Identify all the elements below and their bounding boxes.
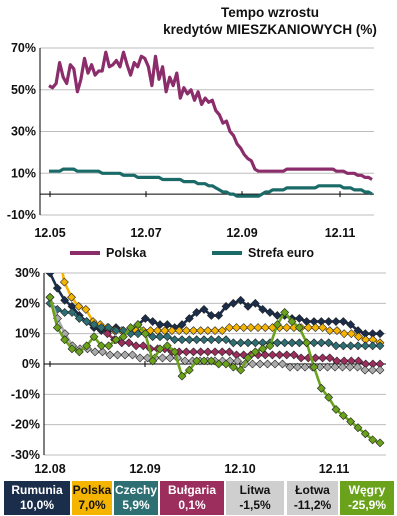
series-marker bbox=[376, 366, 384, 374]
series-marker bbox=[200, 336, 208, 344]
series-marker bbox=[369, 366, 377, 374]
series-marker bbox=[339, 318, 347, 326]
y-tick-label: 0% bbox=[21, 357, 40, 371]
series-group bbox=[46, 178, 384, 447]
series-marker bbox=[339, 342, 347, 350]
series-marker bbox=[244, 339, 252, 347]
series-marker bbox=[288, 339, 296, 347]
series-marker bbox=[215, 336, 223, 344]
series-marker bbox=[264, 360, 272, 368]
series-marker bbox=[125, 339, 133, 347]
value-box bbox=[72, 481, 112, 515]
value-box-value: -11,2% bbox=[293, 498, 332, 512]
series-marker bbox=[185, 336, 193, 344]
series-marker bbox=[237, 339, 245, 347]
series-marker bbox=[61, 308, 69, 316]
series-marker bbox=[295, 315, 303, 323]
value-box-country: Czechy bbox=[114, 483, 158, 497]
series-marker bbox=[317, 318, 325, 326]
value-box-country: Bułgaria bbox=[167, 483, 216, 497]
x-tick-label: 12.09 bbox=[129, 462, 161, 476]
legend-label: Polska bbox=[106, 246, 147, 260]
series-marker bbox=[114, 351, 122, 359]
series-marker bbox=[303, 318, 311, 326]
series-marker bbox=[249, 360, 257, 368]
x-tick-label: 12.11 bbox=[324, 226, 356, 240]
value-box-country: Węgry bbox=[348, 483, 386, 497]
value-box-country: Rumunia bbox=[11, 483, 63, 497]
value-box-value: -25,9% bbox=[347, 498, 387, 512]
x-tick-label: 12.11 bbox=[318, 462, 350, 476]
series-marker bbox=[251, 339, 259, 347]
series-marker bbox=[325, 318, 333, 326]
series-marker bbox=[295, 339, 303, 347]
series-marker bbox=[310, 339, 318, 347]
series-marker bbox=[106, 351, 114, 359]
value-box-value: 5,9% bbox=[122, 498, 150, 512]
value-box-country: Polska bbox=[72, 483, 112, 497]
y-tick-label: 20% bbox=[14, 296, 40, 311]
series-line bbox=[50, 182, 380, 343]
series-marker bbox=[317, 339, 325, 347]
y-tick-label: 30% bbox=[14, 266, 40, 280]
value-box-value: 10,0% bbox=[19, 498, 55, 512]
value-box bbox=[160, 481, 224, 515]
y-tick-label: 50% bbox=[10, 82, 36, 97]
value-box bbox=[114, 481, 158, 515]
x-tick-label: 12.05 bbox=[34, 226, 66, 240]
series-marker bbox=[46, 269, 54, 277]
value-box bbox=[4, 481, 70, 515]
series-marker bbox=[303, 339, 311, 347]
series-marker bbox=[159, 354, 167, 362]
series-marker bbox=[347, 342, 355, 350]
series-marker bbox=[266, 308, 274, 316]
series-marker bbox=[256, 360, 264, 368]
series-marker bbox=[229, 339, 237, 347]
y-tick-label: 10% bbox=[14, 326, 40, 341]
series-marker bbox=[53, 239, 61, 247]
value-box-country: Łotwa bbox=[295, 483, 330, 497]
series-marker bbox=[149, 318, 157, 326]
y-tick-label: 10% bbox=[10, 166, 36, 181]
series-marker bbox=[326, 354, 334, 362]
series-marker bbox=[207, 336, 215, 344]
series-marker bbox=[99, 348, 107, 356]
series-marker bbox=[129, 351, 137, 359]
series-marker bbox=[139, 342, 147, 350]
series-marker bbox=[354, 342, 362, 350]
series-marker bbox=[178, 336, 186, 344]
series-marker bbox=[279, 360, 287, 368]
series-marker bbox=[46, 293, 54, 301]
series-marker bbox=[271, 360, 279, 368]
series-marker bbox=[225, 348, 233, 356]
series-marker bbox=[332, 342, 340, 350]
series-marker bbox=[332, 318, 340, 326]
series-marker bbox=[91, 348, 99, 356]
series-marker bbox=[325, 339, 333, 347]
x-tick-label: 12.10 bbox=[224, 462, 256, 476]
series-marker bbox=[310, 318, 318, 326]
y-tick-label: -30% bbox=[10, 448, 40, 462]
y-tick-label: 30% bbox=[10, 124, 36, 139]
series-marker bbox=[369, 342, 377, 350]
value-box bbox=[226, 481, 284, 515]
series-marker bbox=[273, 339, 281, 347]
country-value-boxes bbox=[4, 481, 394, 515]
series-marker bbox=[222, 336, 230, 344]
series-marker bbox=[376, 330, 384, 338]
series-marker bbox=[229, 299, 237, 307]
value-box-value: -1,5% bbox=[239, 498, 271, 512]
series-marker bbox=[136, 354, 144, 362]
series-marker bbox=[319, 324, 327, 332]
value-box-value: 0,1% bbox=[178, 498, 206, 512]
x-tick-label: 12.08 bbox=[34, 462, 66, 476]
value-box-value: 7,0% bbox=[78, 498, 106, 512]
series-marker bbox=[281, 339, 289, 347]
series-marker bbox=[290, 351, 298, 359]
series-marker bbox=[121, 351, 129, 359]
x-tick-label: 12.07 bbox=[130, 226, 162, 240]
series-marker bbox=[361, 366, 369, 374]
series-marker bbox=[376, 439, 384, 447]
value-box-country: Litwa bbox=[239, 483, 271, 497]
value-box bbox=[340, 481, 394, 515]
series-marker bbox=[60, 278, 68, 286]
series-marker bbox=[193, 336, 201, 344]
y-tick-label: -10% bbox=[10, 387, 40, 402]
series-marker bbox=[171, 336, 179, 344]
chart-title-line1: Tempo wzrostu bbox=[220, 5, 319, 20]
series-marker bbox=[361, 342, 369, 350]
value-box bbox=[287, 481, 338, 515]
y-tick-label: -10% bbox=[6, 208, 36, 222]
y-tick-label: -20% bbox=[10, 417, 40, 432]
chart-title-line2: kredytów MIESZKANIOWYCH (%) bbox=[163, 22, 377, 37]
series-marker bbox=[46, 178, 54, 186]
legend-label: Strefa euro bbox=[248, 246, 314, 260]
y-tick-label: 70% bbox=[10, 41, 36, 55]
x-tick-label: 12.09 bbox=[226, 226, 258, 240]
